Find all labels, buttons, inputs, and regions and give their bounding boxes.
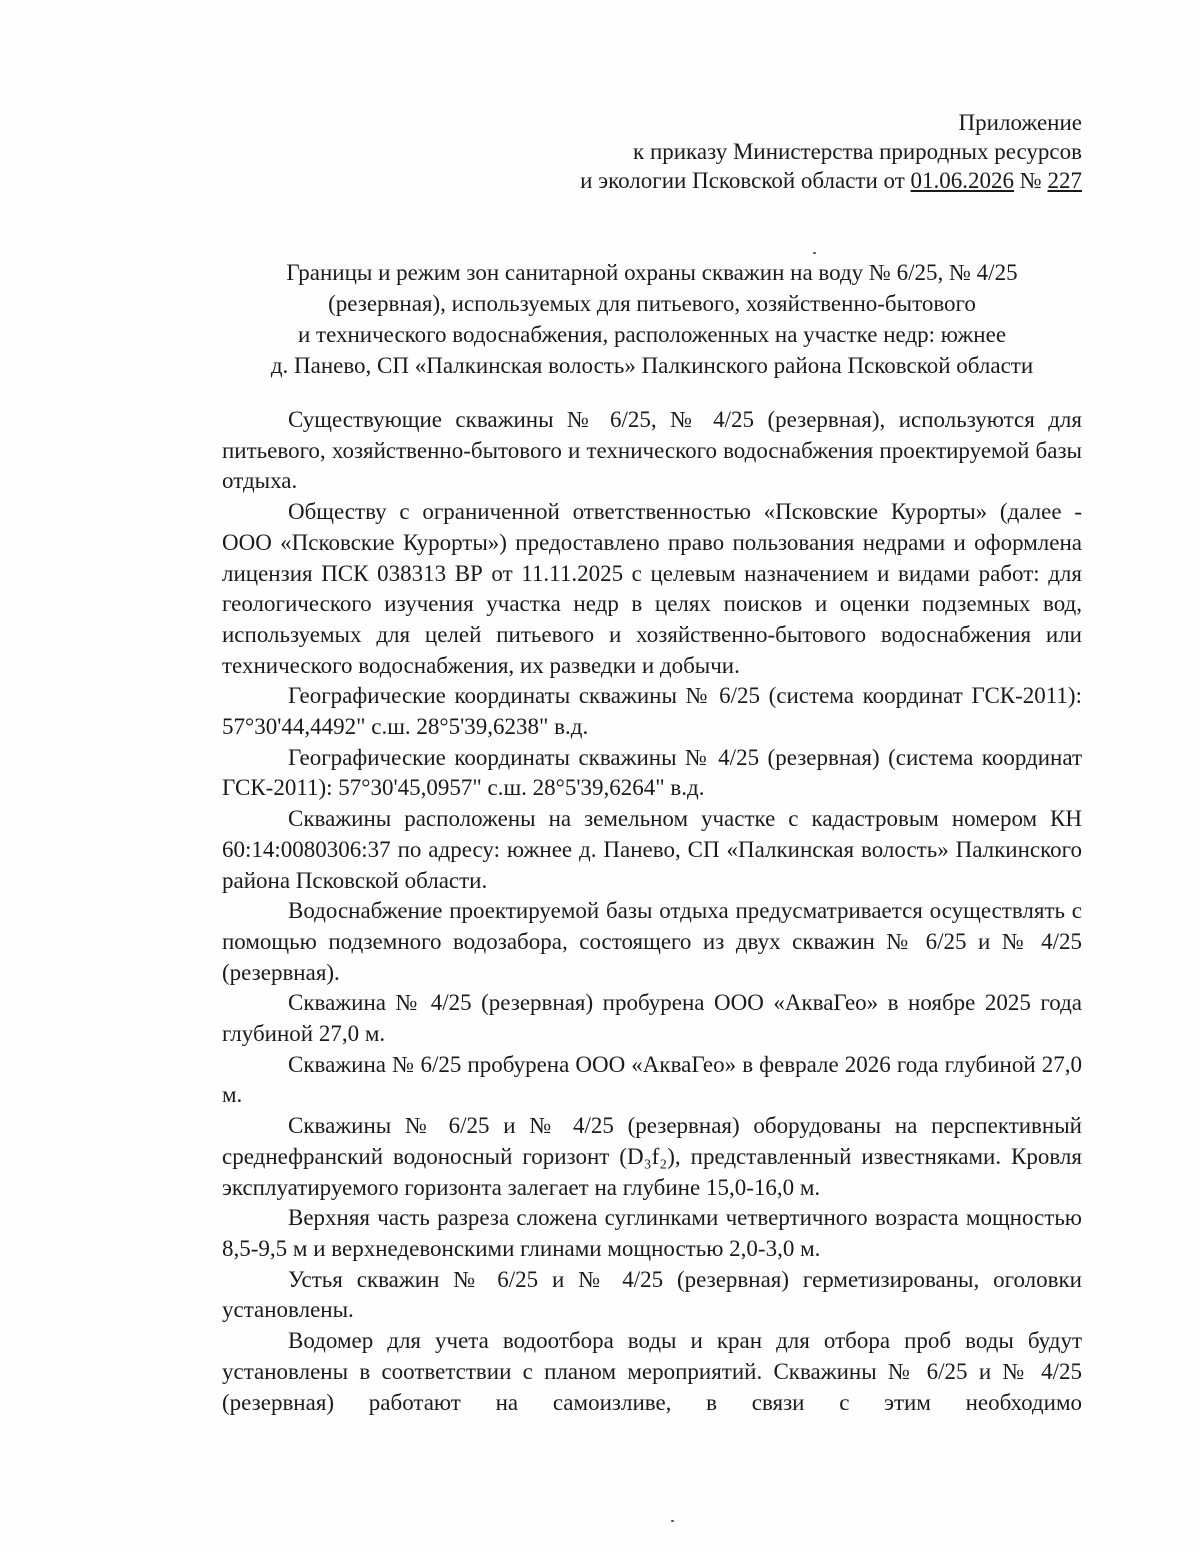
- order-date: 01.06.2026: [910, 168, 1015, 193]
- scan-speck: [671, 1520, 674, 1522]
- appendix-header: [580, 108, 1082, 195]
- title-line: Границы и режим зон санитарной охраны скважин на воду № 6/25, № 4/25: [286, 260, 1018, 285]
- appendix-order-issuer: и экологии Псковской области от: [580, 168, 911, 193]
- body-paragraph: Водомер для учета водоотбора воды и кран для отбора проб воды будут установлены в соответствии с планом мероприятий. Скважины № 6/25 и № 4/25 (резервная) работают на самоизливе, в связи с этим необходимо: [222, 1328, 1082, 1415]
- body-paragraph: Скважина № 4/25 (резервная) пробурена ООО «АкваГео» в ноябре 2025 года глубиной 27,0 м.: [222, 990, 1082, 1047]
- document-title: [222, 257, 1082, 381]
- scan-speck: [813, 252, 816, 254]
- title-line: и технического водоснабжения, расположенных на участке недр: южнее: [297, 322, 1007, 347]
- body-paragraph: Устья скважин № 6/25 и № 4/25 (резервная) герметизированы, оголовки установлены.: [222, 1266, 1082, 1323]
- appendix-label: Приложение: [958, 110, 1082, 135]
- appendix-order-date-line: [580, 166, 1082, 195]
- body-paragraph: Скважина № 6/25 пробурена ООО «АкваГео» в феврале 2026 года глубиной 27,0 м.: [222, 1051, 1082, 1108]
- body-paragraph: Водоснабжение проектируемой базы отдыха предусматривается осуществлять с помощью подземного водозабора, состоящего из двух скважин № 6/25 и № 4/25 (резервная).: [222, 898, 1082, 985]
- document-body: [222, 405, 1082, 1418]
- title-line: д. Панево, СП «Палкинская волость» Палкинского района Псковской области: [270, 353, 1034, 378]
- body-paragraph: Существующие скважины № 6/25, № 4/25 (резервная), используются для питьевого, хозяйственно-бытового и технического водоснабжения проектируемой базы отдыха.: [222, 407, 1082, 494]
- body-paragraph: Географические координаты скважины № 4/25 (резервная) (система координат ГСК-2011): 57°30'45,0957" с.ш. 28°5'39,6264" в.д.: [222, 744, 1082, 801]
- body-paragraph: Географические координаты скважины № 6/25 (система координат ГСК-2011): 57°30'44,4492" с.ш. 28°5'39,6238" в.д.: [222, 683, 1082, 740]
- order-number: 227: [1047, 168, 1082, 193]
- body-paragraph: Скважины № 6/25 и № 4/25 (резервная) оборудованы на перспективный среднефранский водоносный горизонт (D₃f₂), представленный известняками. Кровля эксплуатируемого горизонта залегает на глубине 15,0-16,0 м.: [222, 1113, 1082, 1200]
- body-paragraph: Верхняя часть разреза сложена суглинками четвертичного возраста мощностью 8,5-9,5 м и верхнедевонскими глинами мощностью 2,0-3,0 м.: [222, 1205, 1082, 1261]
- body-paragraph: Обществу с ограниченной ответственностью «Псковские Курорты» (далее - ООО «Псковские Курорты») предоставлено право пользования недрами и оформлена лицензия ПСК 038313 ВР от 11.11.2025 с целевым назначением и видами работ: для геологического изучения участка недр в целях поисков и оценки подземных вод, используемых для целей питьевого и хозяйственно-бытового водоснабжения или технического водоснабжения, их разведки и добычи.: [222, 499, 1082, 678]
- appendix-order-ref: к приказу Министерства природных ресурсов: [633, 139, 1082, 164]
- order-number-label: №: [1014, 168, 1048, 193]
- body-paragraph: Скважины расположены на земельном участке с кадастровым номером КН 60:14:0080306:37 по адресу: южнее д. Панево, СП «Палкинская волость» Палкинского района Псковской области.: [222, 806, 1082, 893]
- title-line: (резервная), используемых для питьевого, хозяйственно-бытового: [328, 291, 976, 316]
